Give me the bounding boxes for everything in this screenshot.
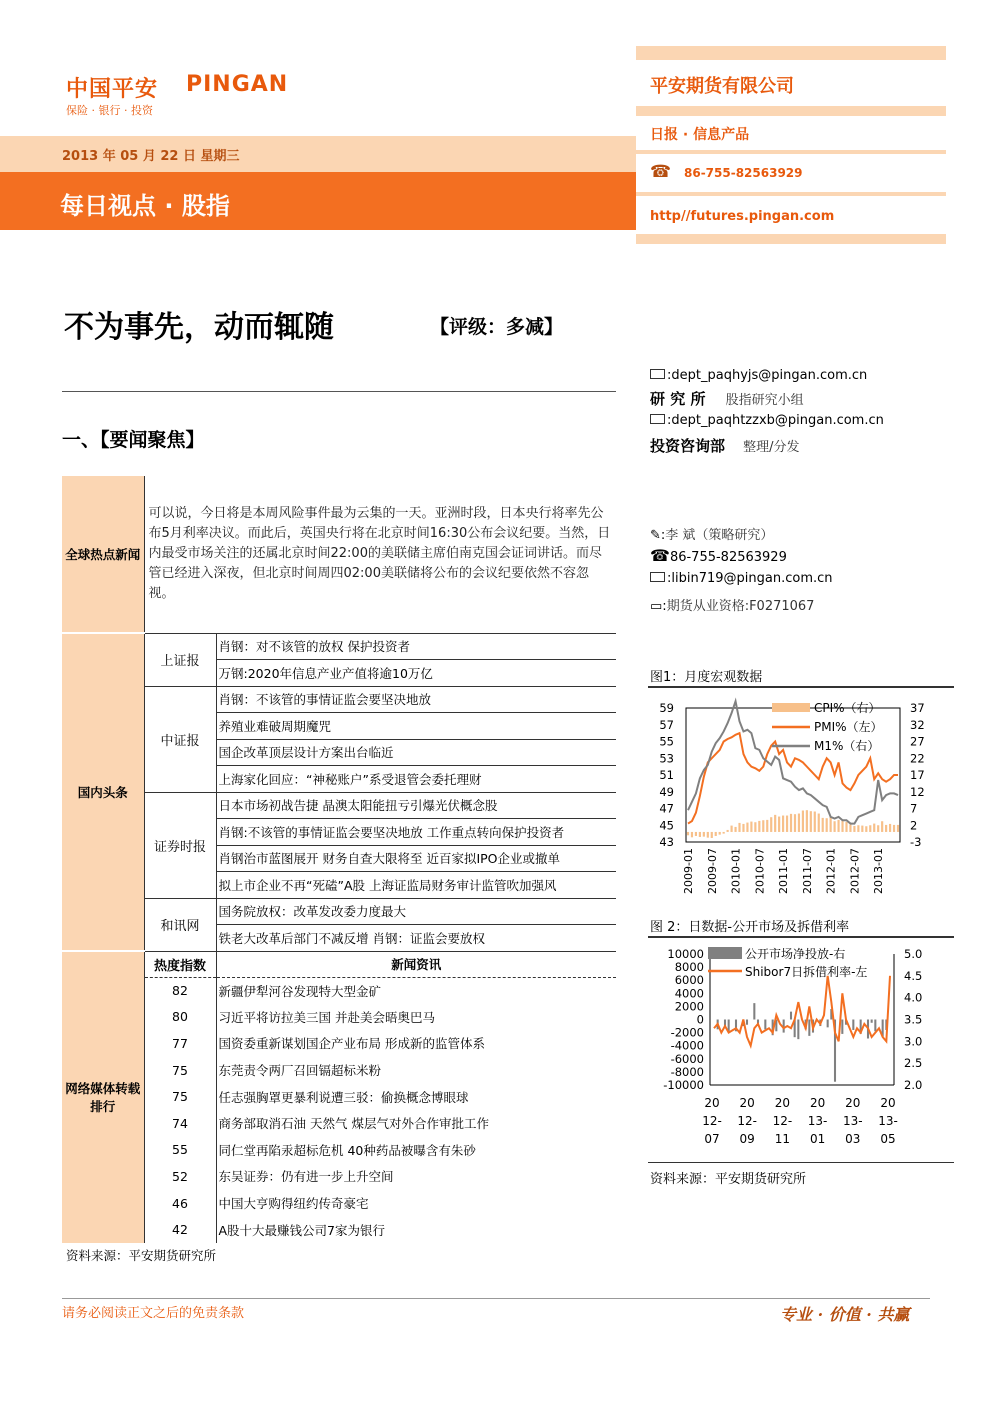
rank-title[interactable]: 新疆伊犁河谷发现特大型金矿 bbox=[218, 983, 382, 999]
y-right-tick-label: 22 bbox=[910, 751, 925, 766]
news-headline[interactable]: 上海家化回应：“神秘账户”系受退管会委托理财 bbox=[216, 766, 616, 793]
phone-icon: ☎ bbox=[650, 546, 670, 565]
advisory-label: 投资咨询部 bbox=[650, 437, 726, 455]
cpi-bar bbox=[822, 818, 824, 832]
right-divider bbox=[636, 234, 946, 244]
y-right-tick-label: 2.0 bbox=[904, 1078, 923, 1092]
legend-cpi-label: CPI%（右） bbox=[814, 701, 881, 715]
x-tick-label: 09 bbox=[739, 1132, 755, 1146]
news-headline[interactable]: 肖钢：对不该管的放权 保护投资者 bbox=[216, 633, 616, 660]
category-media: 网络媒体转载排行 bbox=[62, 951, 144, 1243]
y-right-tick-label: 2.5 bbox=[904, 1056, 923, 1071]
cpi-bar bbox=[794, 814, 796, 832]
legend-shibor-label: Shibor7日拆借利率-左 bbox=[745, 965, 868, 979]
x-tick-label: 20 bbox=[845, 1096, 861, 1110]
x-tick-label: 20 bbox=[704, 1096, 720, 1110]
rank-score: 74 bbox=[144, 1110, 216, 1137]
cpi-bar bbox=[849, 825, 851, 832]
x-tick-label: 12- bbox=[702, 1114, 722, 1128]
cpi-bar bbox=[861, 826, 863, 832]
news-table bbox=[62, 474, 616, 1243]
net-injection-bar bbox=[790, 1012, 792, 1020]
cpi-bar bbox=[723, 832, 725, 834]
phone-icon: ☎ bbox=[650, 162, 672, 182]
mail-icon bbox=[650, 414, 665, 424]
company-name: 平安期货有限公司 bbox=[650, 76, 794, 97]
rank-title[interactable]: 任志强胸罩更暴利说遭三驳：偷换概念博眼球 bbox=[218, 1089, 469, 1105]
y-right-tick-label: 12 bbox=[910, 784, 925, 799]
logo-chinese: 中国平安 bbox=[66, 77, 159, 102]
cpi-bar bbox=[853, 826, 855, 832]
analyst-phone-row: ☎86-755-82563929 bbox=[650, 546, 787, 565]
y-left-tick-label: -2000 bbox=[670, 1025, 704, 1040]
news-source: 上证报 bbox=[144, 633, 216, 686]
y-right-tick-label: 2 bbox=[910, 818, 918, 833]
cpi-bar bbox=[754, 822, 756, 832]
y-left-tick-label: 59 bbox=[659, 701, 674, 715]
y-left-tick-label: 45 bbox=[659, 818, 674, 833]
news-headline[interactable]: 日本市场初战告捷 晶澳太阳能扭亏引爆光伏概念股 bbox=[216, 792, 616, 819]
divider bbox=[62, 391, 616, 392]
news-headline[interactable]: 万钢:2020年信息产业产值将逾10万亿 bbox=[216, 660, 616, 687]
net-injection-bar bbox=[827, 1020, 829, 1028]
x-tick-label: 01 bbox=[809, 1132, 826, 1146]
cpi-bar bbox=[766, 820, 768, 832]
y-right-tick-label: 17 bbox=[910, 768, 925, 782]
mail-icon bbox=[650, 572, 665, 582]
institute-label: 研 究 所 bbox=[650, 390, 706, 408]
license-row: ▭:期货从业资格:F0271067 bbox=[650, 599, 815, 614]
legend-injection-swatch bbox=[708, 947, 742, 959]
y-left-tick-label: 49 bbox=[659, 784, 674, 799]
cpi-bar bbox=[845, 822, 847, 832]
cpi-bar bbox=[719, 832, 721, 835]
y-left-tick-label: 53 bbox=[659, 751, 674, 766]
cpi-bar bbox=[703, 832, 705, 837]
x-tick-label: 2009-01 bbox=[682, 848, 695, 894]
contact-email-2[interactable]: :dept_paqhtzzxb@pingan.com.cn bbox=[650, 413, 884, 428]
rank-score: 77 bbox=[144, 1030, 216, 1057]
rank-title[interactable]: 国资委重新谋划国企产业布局 形成新的监管体系 bbox=[218, 1036, 485, 1052]
net-injection-bar bbox=[797, 1020, 799, 1040]
cpi-bar bbox=[774, 815, 776, 832]
x-tick-label: 2010-01 bbox=[729, 848, 743, 894]
news-headline[interactable]: 肖钢治市蓝图展开 财务自查大限将至 近百家拟IPO企业或撤单 bbox=[216, 845, 616, 872]
y-left-tick-label: -6000 bbox=[670, 1051, 704, 1066]
cpi-bar bbox=[889, 824, 891, 832]
legend-cpi-swatch bbox=[772, 703, 810, 712]
x-tick-label: 05 bbox=[880, 1132, 896, 1146]
cpi-bar bbox=[750, 822, 752, 832]
y-left-tick-label: 47 bbox=[659, 801, 674, 816]
y-right-tick-label: 4.0 bbox=[904, 990, 923, 1005]
rank-score: 42 bbox=[144, 1216, 216, 1243]
rank-title[interactable]: 东莞责令两厂召回镉超标米粉 bbox=[218, 1063, 382, 1079]
shibor-line bbox=[714, 976, 890, 1046]
x-tick-label: 03 bbox=[845, 1132, 861, 1146]
cpi-bar bbox=[885, 825, 887, 832]
cpi-bar bbox=[742, 824, 744, 832]
x-tick-label: 13- bbox=[842, 1114, 863, 1128]
legend-injection-label: 公开市场净投放-右 bbox=[745, 947, 846, 961]
net-injection-bar bbox=[753, 1003, 755, 1019]
fig2-bottom-rule bbox=[648, 1162, 954, 1163]
fig2-caption: 图 2：日数据-公开市场及拆借利率 bbox=[650, 920, 850, 935]
rank-score: 80 bbox=[144, 1004, 216, 1031]
rank-score: 46 bbox=[144, 1190, 216, 1217]
x-tick-label: 12- bbox=[737, 1114, 758, 1128]
y-right-tick-label: 32 bbox=[910, 717, 925, 732]
rank-title[interactable]: 同仁堂再陷汞超标危机 40种药品被曝含有朱砂 bbox=[218, 1142, 476, 1158]
net-injection-bar bbox=[871, 1020, 873, 1023]
y-left-tick-label: -8000 bbox=[670, 1064, 704, 1079]
cpi-bar bbox=[841, 821, 843, 832]
x-tick-label: 20 bbox=[739, 1096, 755, 1110]
net-injection-bar bbox=[852, 1020, 854, 1030]
footer-disclaimer[interactable]: 请务必阅读正文之后的免责条款 bbox=[62, 1306, 245, 1321]
global-news-text: 可以说，今日将是本周风险事件最为云集的一天。亚洲时段，日本央行将率先公布5月利率决议。而此后，英国央行将在北京时间16:30公布会议纪要。当然，日内最受市场关注的还属北京时间22:00的美联储主席伯南克国会证词讲话。而尽管已经进入深夜，但北京时间周四02:00美联储将公布的会议纪要依然不容忽视。 bbox=[144, 475, 616, 633]
cpi-bar bbox=[730, 826, 732, 832]
news-source: 和讯网 bbox=[144, 898, 216, 951]
contact-email-1[interactable]: :dept_paqhyjs@pingan.com.cn bbox=[650, 368, 867, 383]
y-right-tick-label: -3 bbox=[910, 835, 922, 849]
advisory-value: 整理/分发 bbox=[743, 440, 800, 455]
advisory-row bbox=[650, 435, 800, 456]
news-headline[interactable]: 拟上市企业不再“死磕”A股 上海证监局财务审计监管吹加强风 bbox=[216, 872, 616, 899]
book-icon: ▭ bbox=[650, 599, 663, 614]
cpi-bar bbox=[711, 832, 713, 838]
fig1-chart bbox=[648, 690, 954, 912]
rank-header-score: 热度指数 bbox=[144, 951, 216, 977]
cpi-bar bbox=[826, 818, 828, 832]
cpi-bar bbox=[778, 817, 780, 832]
cpi-bar bbox=[857, 825, 859, 832]
rank-title[interactable]: 习近平将访拉美三国 并赴美会晤奥巴马 bbox=[218, 1009, 435, 1025]
x-tick-label: 2012-01 bbox=[824, 848, 838, 894]
y-right-tick-label: 7 bbox=[910, 801, 918, 816]
cpi-bar bbox=[893, 825, 895, 832]
cpi-bar bbox=[830, 817, 832, 832]
section-heading: 一、【要闻聚焦】 bbox=[62, 429, 205, 451]
mail-icon bbox=[650, 369, 665, 379]
y-left-tick-label: 57 bbox=[659, 717, 674, 732]
cpi-bar bbox=[707, 832, 709, 838]
cpi-bar bbox=[786, 816, 788, 832]
cpi-bar bbox=[877, 825, 879, 832]
cpi-bar bbox=[770, 817, 772, 832]
rating-badge: 【评级：多减】 bbox=[430, 316, 564, 338]
right-divider bbox=[636, 106, 946, 116]
y-right-tick-label: 5.0 bbox=[904, 947, 923, 961]
cpi-bar bbox=[738, 823, 740, 832]
y-right-tick-label: 27 bbox=[910, 734, 925, 749]
x-tick-label: 2010-07 bbox=[753, 848, 767, 894]
x-tick-label: 11 bbox=[774, 1132, 791, 1146]
pen-icon: ✎ bbox=[650, 528, 661, 543]
x-tick-label: 12- bbox=[772, 1114, 793, 1128]
news-source: 中证报 bbox=[144, 686, 216, 792]
institute-value: 股指研究小组 bbox=[725, 393, 804, 408]
news-source: 证券时报 bbox=[144, 792, 216, 898]
fig1-caption: 图1：月度宏观数据 bbox=[650, 670, 763, 685]
cpi-bar bbox=[727, 830, 729, 832]
x-tick-label: 2009-07 bbox=[705, 848, 719, 894]
legend-m1-label: M1%（右） bbox=[814, 739, 880, 753]
y-left-tick-label: 55 bbox=[659, 734, 674, 749]
x-tick-label: 2012-07 bbox=[848, 848, 862, 894]
rank-score: 75 bbox=[144, 1057, 216, 1084]
net-injection-bar bbox=[874, 1020, 876, 1032]
cpi-bar bbox=[806, 810, 808, 832]
y-left-tick-label: -4000 bbox=[670, 1038, 704, 1053]
cpi-bar bbox=[687, 832, 689, 835]
cpi-bar bbox=[762, 820, 764, 832]
cpi-bar bbox=[810, 811, 812, 832]
news-headline[interactable]: 肖钢：不该管的事情证监会要坚决地放 bbox=[216, 686, 616, 713]
cpi-bar bbox=[782, 816, 784, 832]
x-tick-label: 20 bbox=[809, 1096, 826, 1110]
cpi-bar bbox=[881, 821, 883, 832]
rank-score: 75 bbox=[144, 1083, 216, 1110]
x-tick-label: 07 bbox=[704, 1132, 720, 1146]
fig2-chart bbox=[648, 940, 954, 1162]
cpi-bar bbox=[691, 832, 693, 837]
right-divider bbox=[636, 46, 946, 60]
y-left-tick-label: 10000 bbox=[667, 947, 704, 961]
product-label: 日报 · 信息产品 bbox=[650, 127, 750, 143]
footer-divider bbox=[62, 1298, 930, 1299]
logo-tagline: 保险 · 银行 · 投资 bbox=[66, 104, 153, 117]
rank-title[interactable]: 东吴证券：仍有进一步上升空间 bbox=[218, 1169, 394, 1185]
phone-number: 86-755-82563929 bbox=[684, 166, 803, 180]
y-left-tick-label: 8000 bbox=[674, 960, 704, 975]
x-tick-label: 20 bbox=[774, 1096, 791, 1110]
website-link[interactable]: http//futures.pingan.com bbox=[650, 209, 835, 224]
cpi-bar bbox=[798, 814, 800, 832]
cpi-bar bbox=[746, 823, 748, 832]
y-left-tick-label: 43 bbox=[659, 835, 674, 849]
net-injection-bar bbox=[808, 1020, 810, 1036]
net-injection-bar bbox=[764, 1020, 766, 1030]
footer-slogan: 专业 · 价值 · 共赢 bbox=[780, 1305, 910, 1324]
page-title: 不为事先，动而辄随 bbox=[64, 310, 334, 345]
news-headline[interactable]: 国务院放权：改革发改委力度最大 bbox=[216, 898, 616, 925]
fig2-source-note: 资料来源：平安期货研究所 bbox=[650, 1172, 807, 1187]
cpi-bar bbox=[758, 821, 760, 832]
cpi-bar bbox=[837, 820, 839, 832]
fig1-rule bbox=[648, 686, 954, 688]
rank-score: 82 bbox=[144, 977, 216, 1004]
logo-english: PINGAN bbox=[186, 72, 289, 97]
category-global: 全球热点新闻 bbox=[62, 475, 144, 633]
category-domestic: 国内头条 bbox=[62, 633, 144, 951]
cpi-bar bbox=[865, 826, 867, 832]
cpi-bar bbox=[818, 814, 820, 832]
y-right-tick-label: 4.5 bbox=[904, 968, 923, 983]
cpi-bar bbox=[897, 825, 899, 832]
cpi-bar bbox=[814, 812, 816, 832]
section-tag: 每日视点 · 股指 bbox=[60, 192, 230, 220]
cpi-bar bbox=[790, 814, 792, 832]
x-tick-label: 20 bbox=[880, 1096, 896, 1110]
report-date: 2013 年 05 月 22 日 星期三 bbox=[62, 149, 240, 164]
y-left-tick-label: 2000 bbox=[674, 999, 704, 1014]
cpi-bar bbox=[834, 821, 836, 832]
rank-score: 55 bbox=[144, 1137, 216, 1164]
rank-title[interactable]: 中国大亨购得纽约传奇豪宅 bbox=[218, 1196, 369, 1212]
cpi-bar bbox=[695, 832, 697, 836]
rank-title[interactable]: A股十大最赚钱公司7家为银行 bbox=[218, 1222, 386, 1238]
net-injection-bar bbox=[746, 1020, 748, 1025]
y-left-tick-label: 6000 bbox=[674, 973, 704, 988]
fig2-rule bbox=[648, 936, 954, 938]
y-left-tick-label: 51 bbox=[659, 768, 674, 782]
y-left-tick-label: 0 bbox=[696, 1012, 704, 1027]
rank-score: 52 bbox=[144, 1163, 216, 1190]
x-tick-label: 2011-07 bbox=[800, 848, 814, 894]
cpi-bar bbox=[734, 827, 736, 832]
x-tick-label: 2011-01 bbox=[777, 848, 791, 894]
x-tick-label: 2013-01 bbox=[872, 848, 886, 894]
cpi-bar bbox=[873, 824, 875, 832]
cpi-bar bbox=[869, 825, 871, 832]
table-source-note: 资料来源：平安期货研究所 bbox=[66, 1248, 217, 1263]
y-left-tick-label: 4000 bbox=[674, 986, 704, 1001]
right-divider bbox=[636, 192, 946, 196]
institute-row bbox=[650, 388, 804, 409]
rank-title[interactable]: 商务部取消石油 天然气 煤层气对外合作审批工作 bbox=[218, 1116, 489, 1132]
news-headline[interactable]: 国企改革顶层设计方案出台临近 bbox=[216, 739, 616, 766]
y-right-tick-label: 3.5 bbox=[904, 1012, 923, 1027]
y-right-tick-label: 37 bbox=[910, 701, 925, 715]
analyst-email-row[interactable]: :libin719@pingan.com.cn bbox=[650, 571, 833, 586]
cpi-bar bbox=[715, 832, 717, 836]
legend-pmi-label: PMI%（左） bbox=[814, 720, 883, 734]
news-headline[interactable]: 铁老大改革后部门不减反增 肖钢：证监会要放权 bbox=[216, 925, 616, 952]
y-right-tick-label: 3.0 bbox=[904, 1034, 923, 1049]
rank-header-title: 新闻资讯 bbox=[216, 951, 616, 977]
analyst-row: ✎:李 斌（策略研究） bbox=[650, 528, 774, 543]
news-headline[interactable]: 养殖业难破周期魔咒 bbox=[216, 713, 616, 740]
x-tick-label: 13- bbox=[807, 1114, 828, 1128]
y-left-tick-label: -10000 bbox=[663, 1078, 704, 1092]
x-tick-label: 13- bbox=[878, 1114, 898, 1128]
cpi-bar bbox=[802, 811, 804, 832]
news-headline[interactable]: 肖钢:不该管的事情证监会要坚决地放 工作重点转向保护投资者 bbox=[216, 819, 616, 846]
net-injection-bar bbox=[841, 1020, 843, 1034]
cpi-bar bbox=[699, 832, 701, 837]
right-divider bbox=[636, 150, 946, 154]
